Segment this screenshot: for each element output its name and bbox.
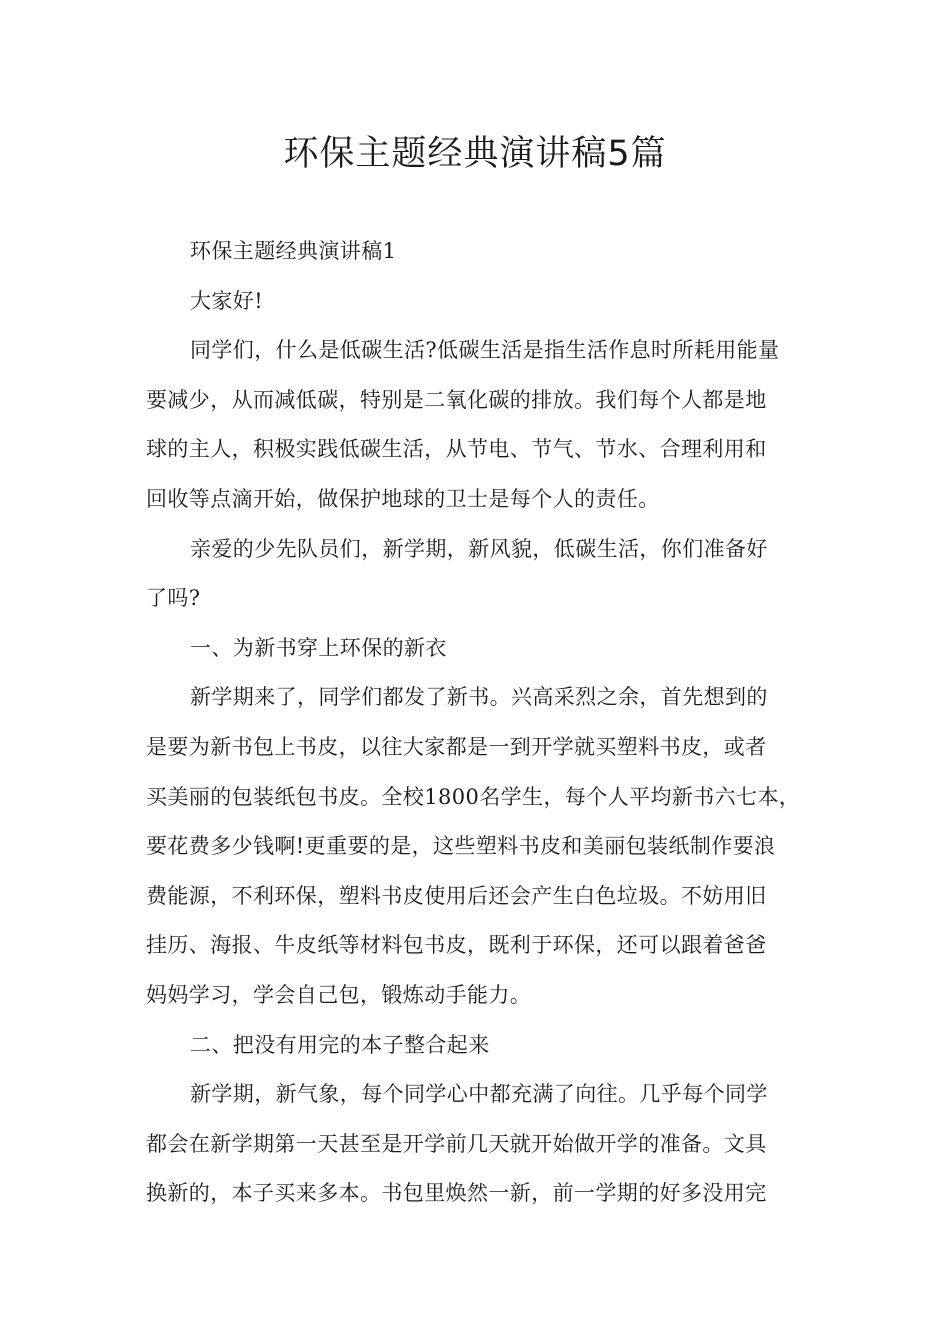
- paragraph-line: 同学们，什么是低碳生活?低碳生活是指生活作息时所耗用能量: [190, 338, 780, 363]
- paragraph-line: 都会在新学期第一天甚至是开学前几天就开始做开学的准备。文具: [146, 1131, 767, 1156]
- paragraph-2: [146, 277, 810, 327]
- paragraph-line: 一、为新书穿上环保的新衣: [190, 635, 447, 660]
- document-title: 环保主题经典演讲稿5篇: [283, 134, 667, 174]
- paragraph-line: 亲爱的少先队员们，新学期，新风貌，低碳生活，你们准备好: [190, 536, 768, 561]
- document-body: [146, 227, 810, 1219]
- paragraph-line: 回收等点滴开始，做保护地球的卫士是每个人的责任。: [146, 486, 660, 511]
- paragraph-line: 买美丽的包装纸包书皮。全校1800名学生，每个人平均新书六七本，: [146, 784, 801, 809]
- paragraph-line: 挂历、海报、牛皮纸等材料包书皮，既利于环保，还可以跟着爸爸: [146, 933, 767, 958]
- paragraph-6: [146, 1070, 810, 1219]
- section-heading-2: [146, 1021, 810, 1071]
- section-heading-1: [146, 624, 810, 674]
- paragraph-line: 二、把没有用完的本子整合起来: [190, 1032, 490, 1057]
- paragraph-line: 是要为新书包上书皮，以往大家都是一到开学就买塑料书皮，或者: [146, 734, 767, 759]
- paragraph-line: 大家好!: [190, 288, 264, 313]
- paragraph-line: 了吗?: [146, 586, 201, 611]
- paragraph-line: 妈妈学习，学会自己包，锻炼动手能力。: [146, 982, 532, 1007]
- paragraph-line: 球的主人，积极实践低碳生活，从节电、节气、节水、合理利用和: [146, 437, 767, 462]
- paragraph-5: [146, 673, 810, 1020]
- paragraph-line: 环保主题经典演讲稿1: [190, 239, 397, 263]
- paragraph-4: [146, 525, 810, 624]
- paragraph-line: 要减少，从而减低碳，特别是二氧化碳的排放。我们每个人都是地: [146, 387, 767, 412]
- paragraph-line: 新学期来了，同学们都发了新书。兴高采烈之余，首先想到的: [190, 685, 768, 710]
- paragraph-line: 费能源，不利环保，塑料书皮使用后还会产生白色垃圾。不妨用旧: [146, 883, 767, 908]
- paragraph-line: 新学期，新气象，每个同学心中都充满了向往。几乎每个同学: [190, 1082, 768, 1107]
- paragraph-line: 换新的，本子买来多本。书包里焕然一新，前一学期的好多没用完: [146, 1181, 767, 1206]
- paragraph-3: [146, 326, 810, 524]
- paragraph-line: 要花费多少钱啊!更重要的是，这些塑料书皮和美丽包装纸制作要浪: [146, 834, 776, 859]
- paragraph-1: [146, 227, 810, 277]
